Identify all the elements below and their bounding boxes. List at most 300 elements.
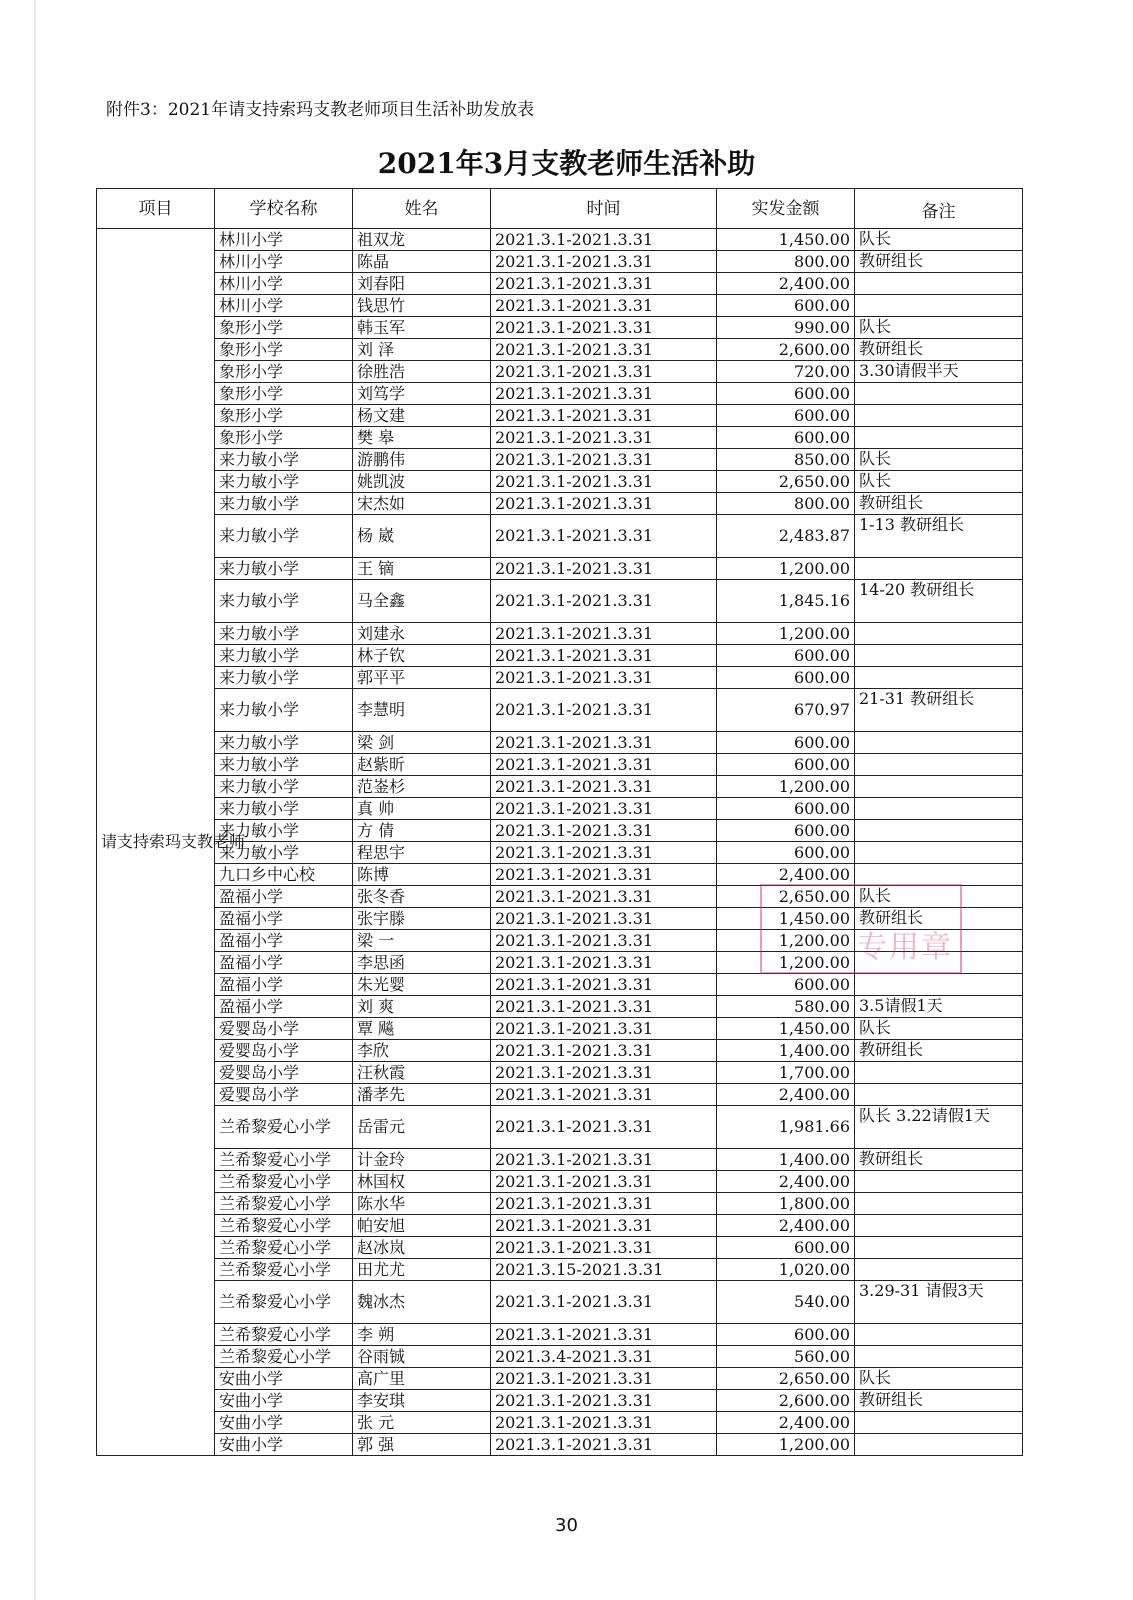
page-title: 2021年3月支教老师生活补助 bbox=[377, 147, 756, 180]
period-cell: 2021.3.1-2021.3.31 bbox=[491, 908, 717, 930]
period-cell: 2021.3.1-2021.3.31 bbox=[491, 1084, 717, 1106]
note-cell bbox=[855, 1193, 1023, 1215]
note-cell: 教研组长 bbox=[855, 1149, 1023, 1171]
official-seal bbox=[760, 884, 962, 974]
note-cell: 队长 bbox=[855, 1018, 1023, 1040]
school-cell: 林川小学 bbox=[215, 295, 353, 317]
amount-cell: 1,200.00 bbox=[717, 930, 855, 952]
table-row bbox=[97, 1040, 1023, 1062]
table-row bbox=[97, 1346, 1023, 1368]
period-cell: 2021.3.1-2021.3.31 bbox=[491, 405, 717, 427]
note-cell: 队长 bbox=[855, 471, 1023, 493]
amount-cell: 1,800.00 bbox=[717, 1193, 855, 1215]
school-cell: 兰希黎爱心小学 bbox=[215, 1149, 353, 1171]
period-cell: 2021.3.1-2021.3.31 bbox=[491, 1193, 717, 1215]
period-cell: 2021.3.1-2021.3.31 bbox=[491, 1412, 717, 1434]
period-cell: 2021.3.1-2021.3.31 bbox=[491, 229, 717, 251]
school-cell: 来力敏小学 bbox=[215, 515, 353, 558]
school-cell: 盈福小学 bbox=[215, 908, 353, 930]
name-cell: 李欣 bbox=[353, 1040, 491, 1062]
amount-cell: 600.00 bbox=[717, 842, 855, 864]
table-row bbox=[97, 1171, 1023, 1193]
period-cell: 2021.3.1-2021.3.31 bbox=[491, 1215, 717, 1237]
seal-text: 专用章 bbox=[857, 930, 953, 965]
name-cell: 梁 剑 bbox=[353, 732, 491, 754]
amount-cell: 1,450.00 bbox=[717, 1018, 855, 1040]
table-row bbox=[97, 361, 1023, 383]
school-cell: 来力敏小学 bbox=[215, 820, 353, 842]
note-cell bbox=[855, 1062, 1023, 1084]
note-cell bbox=[855, 1434, 1023, 1456]
page-number: 30 bbox=[555, 1515, 578, 1536]
amount-cell: 600.00 bbox=[717, 1237, 855, 1259]
note-cell bbox=[855, 974, 1023, 996]
school-cell: 象形小学 bbox=[215, 427, 353, 449]
name-cell: 郭 强 bbox=[353, 1434, 491, 1456]
note-cell: 教研组长 bbox=[855, 339, 1023, 361]
amount-cell: 2,400.00 bbox=[717, 1084, 855, 1106]
amount-cell: 600.00 bbox=[717, 974, 855, 996]
name-cell: 郭平平 bbox=[353, 667, 491, 689]
note-cell bbox=[855, 273, 1023, 295]
note-cell bbox=[855, 645, 1023, 667]
note-cell: 教研组长 bbox=[855, 1390, 1023, 1412]
school-cell: 盈福小学 bbox=[215, 952, 353, 974]
header-period: 时间 bbox=[491, 189, 717, 229]
name-cell: 张 元 bbox=[353, 1412, 491, 1434]
note-cell bbox=[855, 754, 1023, 776]
period-cell: 2021.3.1-2021.3.31 bbox=[491, 1171, 717, 1193]
table-row bbox=[97, 295, 1023, 317]
name-cell: 徐胜浩 bbox=[353, 361, 491, 383]
table-body bbox=[97, 229, 1023, 1456]
period-cell: 2021.3.1-2021.3.31 bbox=[491, 820, 717, 842]
name-cell: 张宇滕 bbox=[353, 908, 491, 930]
header-school: 学校名称 bbox=[215, 189, 353, 229]
header-name: 姓名 bbox=[353, 189, 491, 229]
period-cell: 2021.3.1-2021.3.31 bbox=[491, 645, 717, 667]
table-header-row bbox=[97, 189, 1023, 229]
note-cell: 教研组长 bbox=[855, 251, 1023, 273]
amount-cell: 600.00 bbox=[717, 798, 855, 820]
note-cell: 队长 bbox=[855, 886, 1023, 908]
name-cell: 岳雷元 bbox=[353, 1106, 491, 1149]
amount-cell: 560.00 bbox=[717, 1346, 855, 1368]
school-cell: 兰希黎爱心小学 bbox=[215, 1324, 353, 1346]
name-cell: 计金玲 bbox=[353, 1149, 491, 1171]
name-cell: 杨文建 bbox=[353, 405, 491, 427]
table-row bbox=[97, 776, 1023, 798]
table-row bbox=[97, 842, 1023, 864]
amount-cell: 1,200.00 bbox=[717, 776, 855, 798]
name-cell: 刘建永 bbox=[353, 623, 491, 645]
amount-cell: 1,200.00 bbox=[717, 1434, 855, 1456]
table-row bbox=[97, 493, 1023, 515]
name-cell: 宋杰如 bbox=[353, 493, 491, 515]
school-cell: 兰希黎爱心小学 bbox=[215, 1259, 353, 1281]
period-cell: 2021.3.1-2021.3.31 bbox=[491, 842, 717, 864]
school-cell: 盈福小学 bbox=[215, 974, 353, 996]
amount-cell: 600.00 bbox=[717, 427, 855, 449]
period-cell: 2021.3.1-2021.3.31 bbox=[491, 1368, 717, 1390]
period-cell: 2021.3.1-2021.3.31 bbox=[491, 996, 717, 1018]
amount-cell: 1,700.00 bbox=[717, 1062, 855, 1084]
school-cell: 来力敏小学 bbox=[215, 798, 353, 820]
amount-cell: 990.00 bbox=[717, 317, 855, 339]
name-cell: 范崟杉 bbox=[353, 776, 491, 798]
note-cell bbox=[855, 1324, 1023, 1346]
period-cell: 2021.3.1-2021.3.31 bbox=[491, 1324, 717, 1346]
amount-cell: 600.00 bbox=[717, 645, 855, 667]
table-row bbox=[97, 317, 1023, 339]
period-cell: 2021.3.1-2021.3.31 bbox=[491, 689, 717, 732]
amount-cell: 600.00 bbox=[717, 383, 855, 405]
table-row bbox=[97, 1237, 1023, 1259]
name-cell: 方 倩 bbox=[353, 820, 491, 842]
amount-cell: 850.00 bbox=[717, 449, 855, 471]
period-cell: 2021.3.1-2021.3.31 bbox=[491, 1149, 717, 1171]
note-cell: 队长 bbox=[855, 449, 1023, 471]
note-cell: 教研组长 bbox=[855, 493, 1023, 515]
table-row bbox=[97, 1018, 1023, 1040]
school-cell: 来力敏小学 bbox=[215, 667, 353, 689]
note-cell bbox=[855, 667, 1023, 689]
note-cell: 21-31 教研组长 bbox=[855, 689, 1023, 732]
amount-cell: 1,450.00 bbox=[717, 229, 855, 251]
school-cell: 象形小学 bbox=[215, 405, 353, 427]
note-cell: 队长 bbox=[855, 1368, 1023, 1390]
note-cell bbox=[855, 798, 1023, 820]
note-cell: 1-13 教研组长 bbox=[855, 515, 1023, 558]
amount-cell: 2,650.00 bbox=[717, 886, 855, 908]
name-cell: 梁 一 bbox=[353, 930, 491, 952]
amount-cell: 600.00 bbox=[717, 1324, 855, 1346]
school-cell: 兰希黎爱心小学 bbox=[215, 1106, 353, 1149]
note-cell bbox=[855, 842, 1023, 864]
school-cell: 林川小学 bbox=[215, 273, 353, 295]
name-cell: 韩玉军 bbox=[353, 317, 491, 339]
period-cell: 2021.3.1-2021.3.31 bbox=[491, 580, 717, 623]
school-cell: 安曲小学 bbox=[215, 1412, 353, 1434]
period-cell: 2021.3.1-2021.3.31 bbox=[491, 930, 717, 952]
period-cell: 2021.3.1-2021.3.31 bbox=[491, 776, 717, 798]
note-cell bbox=[855, 1346, 1023, 1368]
name-cell: 刘春阳 bbox=[353, 273, 491, 295]
period-cell: 2021.3.1-2021.3.31 bbox=[491, 1434, 717, 1456]
name-cell: 林子钦 bbox=[353, 645, 491, 667]
note-cell bbox=[855, 623, 1023, 645]
table-row bbox=[97, 1259, 1023, 1281]
header-amount: 实发金额 bbox=[717, 189, 855, 229]
amount-cell: 2,400.00 bbox=[717, 1412, 855, 1434]
amount-cell: 600.00 bbox=[717, 295, 855, 317]
school-cell: 来力敏小学 bbox=[215, 623, 353, 645]
note-cell bbox=[855, 427, 1023, 449]
table-row bbox=[97, 1149, 1023, 1171]
school-cell: 兰希黎爱心小学 bbox=[215, 1281, 353, 1324]
period-cell: 2021.3.1-2021.3.31 bbox=[491, 864, 717, 886]
amount-cell: 2,650.00 bbox=[717, 1368, 855, 1390]
period-cell: 2021.3.15-2021.3.31 bbox=[491, 1259, 717, 1281]
school-cell: 来力敏小学 bbox=[215, 449, 353, 471]
amount-cell: 1,845.16 bbox=[717, 580, 855, 623]
school-cell: 林川小学 bbox=[215, 229, 353, 251]
school-cell: 爱婴岛小学 bbox=[215, 1084, 353, 1106]
name-cell: 姚凯波 bbox=[353, 471, 491, 493]
name-cell: 游鹏伟 bbox=[353, 449, 491, 471]
period-cell: 2021.3.4-2021.3.31 bbox=[491, 1346, 717, 1368]
name-cell: 林国权 bbox=[353, 1171, 491, 1193]
table-row bbox=[97, 1281, 1023, 1324]
name-cell: 钱思竹 bbox=[353, 295, 491, 317]
school-cell: 盈福小学 bbox=[215, 996, 353, 1018]
school-cell: 来力敏小学 bbox=[215, 689, 353, 732]
amount-cell: 800.00 bbox=[717, 251, 855, 273]
table-row bbox=[97, 623, 1023, 645]
amount-cell: 600.00 bbox=[717, 754, 855, 776]
period-cell: 2021.3.1-2021.3.31 bbox=[491, 449, 717, 471]
name-cell: 李安琪 bbox=[353, 1390, 491, 1412]
name-cell: 祖双龙 bbox=[353, 229, 491, 251]
table-row bbox=[97, 515, 1023, 558]
amount-cell: 1,400.00 bbox=[717, 1040, 855, 1062]
amount-cell: 540.00 bbox=[717, 1281, 855, 1324]
name-cell: 真 帅 bbox=[353, 798, 491, 820]
name-cell: 汪秋霞 bbox=[353, 1062, 491, 1084]
note-cell bbox=[855, 1215, 1023, 1237]
note-cell: 3.30请假半天 bbox=[855, 361, 1023, 383]
table-row bbox=[97, 427, 1023, 449]
amount-cell: 2,400.00 bbox=[717, 1171, 855, 1193]
school-cell: 来力敏小学 bbox=[215, 580, 353, 623]
amount-cell: 2,600.00 bbox=[717, 1390, 855, 1412]
period-cell: 2021.3.1-2021.3.31 bbox=[491, 273, 717, 295]
note-cell bbox=[855, 776, 1023, 798]
table-row bbox=[97, 580, 1023, 623]
header-note: 备注 bbox=[855, 189, 1023, 229]
name-cell: 王 镝 bbox=[353, 558, 491, 580]
table-row bbox=[97, 1106, 1023, 1149]
name-cell: 程思宇 bbox=[353, 842, 491, 864]
amount-cell: 2,650.00 bbox=[717, 471, 855, 493]
table-row bbox=[97, 1324, 1023, 1346]
name-cell: 李慧明 bbox=[353, 689, 491, 732]
table-row bbox=[97, 974, 1023, 996]
school-cell: 来力敏小学 bbox=[215, 471, 353, 493]
school-cell: 象形小学 bbox=[215, 361, 353, 383]
school-cell: 盈福小学 bbox=[215, 886, 353, 908]
school-cell: 安曲小学 bbox=[215, 1368, 353, 1390]
amount-cell: 1,981.66 bbox=[717, 1106, 855, 1149]
table-row bbox=[97, 1368, 1023, 1390]
period-cell: 2021.3.1-2021.3.31 bbox=[491, 952, 717, 974]
period-cell: 2021.3.1-2021.3.31 bbox=[491, 339, 717, 361]
amount-cell: 800.00 bbox=[717, 493, 855, 515]
period-cell: 2021.3.1-2021.3.31 bbox=[491, 1281, 717, 1324]
amount-cell: 2,600.00 bbox=[717, 339, 855, 361]
amount-cell: 720.00 bbox=[717, 361, 855, 383]
school-cell: 来力敏小学 bbox=[215, 493, 353, 515]
school-cell: 爱婴岛小学 bbox=[215, 1040, 353, 1062]
table-row bbox=[97, 798, 1023, 820]
school-cell: 九口乡中心校 bbox=[215, 864, 353, 886]
school-cell: 盈福小学 bbox=[215, 930, 353, 952]
name-cell: 刘 泽 bbox=[353, 339, 491, 361]
name-cell: 陈晶 bbox=[353, 251, 491, 273]
table-row bbox=[97, 339, 1023, 361]
period-cell: 2021.3.1-2021.3.31 bbox=[491, 471, 717, 493]
note-cell bbox=[855, 295, 1023, 317]
amount-cell: 2,400.00 bbox=[717, 1215, 855, 1237]
period-cell: 2021.3.1-2021.3.31 bbox=[491, 558, 717, 580]
school-cell: 来力敏小学 bbox=[215, 558, 353, 580]
name-cell: 杨 崴 bbox=[353, 515, 491, 558]
name-cell: 朱光婴 bbox=[353, 974, 491, 996]
school-cell: 兰希黎爱心小学 bbox=[215, 1215, 353, 1237]
table-row bbox=[97, 1193, 1023, 1215]
amount-cell: 600.00 bbox=[717, 732, 855, 754]
note-cell bbox=[855, 405, 1023, 427]
table-row bbox=[97, 273, 1023, 295]
note-cell: 3.5请假1天 bbox=[855, 996, 1023, 1018]
table-row bbox=[97, 229, 1023, 251]
school-cell: 象形小学 bbox=[215, 339, 353, 361]
note-cell bbox=[855, 820, 1023, 842]
name-cell: 帕安旭 bbox=[353, 1215, 491, 1237]
name-cell: 田尤尤 bbox=[353, 1259, 491, 1281]
note-cell bbox=[855, 1259, 1023, 1281]
period-cell: 2021.3.1-2021.3.31 bbox=[491, 798, 717, 820]
table-row bbox=[97, 1412, 1023, 1434]
note-cell bbox=[855, 864, 1023, 886]
table-row bbox=[97, 864, 1023, 886]
subsidy-table bbox=[96, 188, 1023, 1456]
amount-cell: 1,450.00 bbox=[717, 908, 855, 930]
note-cell: 队长 bbox=[855, 317, 1023, 339]
name-cell: 赵紫昕 bbox=[353, 754, 491, 776]
school-cell: 安曲小学 bbox=[215, 1434, 353, 1456]
name-cell: 赵冰岚 bbox=[353, 1237, 491, 1259]
period-cell: 2021.3.1-2021.3.31 bbox=[491, 493, 717, 515]
table-row bbox=[97, 1434, 1023, 1456]
school-cell: 象形小学 bbox=[215, 317, 353, 339]
table-row bbox=[97, 449, 1023, 471]
period-cell: 2021.3.1-2021.3.31 bbox=[491, 667, 717, 689]
period-cell: 2021.3.1-2021.3.31 bbox=[491, 886, 717, 908]
period-cell: 2021.3.1-2021.3.31 bbox=[491, 1237, 717, 1259]
note-cell: 14-20 教研组长 bbox=[855, 580, 1023, 623]
period-cell: 2021.3.1-2021.3.31 bbox=[491, 1040, 717, 1062]
table-row bbox=[97, 996, 1023, 1018]
school-cell: 来力敏小学 bbox=[215, 754, 353, 776]
period-cell: 2021.3.1-2021.3.31 bbox=[491, 515, 717, 558]
header-project: 项目 bbox=[97, 189, 215, 229]
amount-cell: 580.00 bbox=[717, 996, 855, 1018]
name-cell: 魏冰杰 bbox=[353, 1281, 491, 1324]
school-cell: 爱婴岛小学 bbox=[215, 1018, 353, 1040]
note-cell bbox=[855, 1084, 1023, 1106]
period-cell: 2021.3.1-2021.3.31 bbox=[491, 1062, 717, 1084]
amount-cell: 2,483.87 bbox=[717, 515, 855, 558]
amount-cell: 1,200.00 bbox=[717, 952, 855, 974]
name-cell: 樊 皋 bbox=[353, 427, 491, 449]
period-cell: 2021.3.1-2021.3.31 bbox=[491, 361, 717, 383]
note-cell: 3.29-31 请假3天 bbox=[855, 1281, 1023, 1324]
school-cell: 安曲小学 bbox=[215, 1390, 353, 1412]
table-row bbox=[97, 471, 1023, 493]
note-cell bbox=[855, 1237, 1023, 1259]
school-cell: 象形小学 bbox=[215, 383, 353, 405]
school-cell: 来力敏小学 bbox=[215, 776, 353, 798]
project-cell: 请支持索玛支教老师 bbox=[97, 229, 215, 1456]
school-cell: 兰希黎爱心小学 bbox=[215, 1171, 353, 1193]
period-cell: 2021.3.1-2021.3.31 bbox=[491, 623, 717, 645]
scan-edge bbox=[34, 0, 36, 1600]
table-row bbox=[97, 754, 1023, 776]
name-cell: 陈水华 bbox=[353, 1193, 491, 1215]
amount-cell: 600.00 bbox=[717, 820, 855, 842]
table-row bbox=[97, 667, 1023, 689]
table-row bbox=[97, 558, 1023, 580]
school-cell: 兰希黎爱心小学 bbox=[215, 1237, 353, 1259]
period-cell: 2021.3.1-2021.3.31 bbox=[491, 1018, 717, 1040]
amount-cell: 2,400.00 bbox=[717, 273, 855, 295]
name-cell: 李思函 bbox=[353, 952, 491, 974]
table-row bbox=[97, 820, 1023, 842]
school-cell: 来力敏小学 bbox=[215, 732, 353, 754]
school-cell: 爱婴岛小学 bbox=[215, 1062, 353, 1084]
name-cell: 覃 飚 bbox=[353, 1018, 491, 1040]
period-cell: 2021.3.1-2021.3.31 bbox=[491, 295, 717, 317]
period-cell: 2021.3.1-2021.3.31 bbox=[491, 1106, 717, 1149]
name-cell: 高广里 bbox=[353, 1368, 491, 1390]
note-cell bbox=[855, 383, 1023, 405]
table-row bbox=[97, 689, 1023, 732]
name-cell: 马全鑫 bbox=[353, 580, 491, 623]
amount-cell: 1,400.00 bbox=[717, 1149, 855, 1171]
period-cell: 2021.3.1-2021.3.31 bbox=[491, 427, 717, 449]
amount-cell: 1,020.00 bbox=[717, 1259, 855, 1281]
note-cell: 队长 bbox=[855, 229, 1023, 251]
table-row bbox=[97, 1084, 1023, 1106]
table-row bbox=[97, 1062, 1023, 1084]
attachment-label: 附件3：2021年请支持索玛支教老师项目生活补助发放表 bbox=[106, 100, 535, 120]
table-row bbox=[97, 1215, 1023, 1237]
note-cell: 队长 3.22请假1天 bbox=[855, 1106, 1023, 1149]
amount-cell: 600.00 bbox=[717, 405, 855, 427]
note-cell bbox=[855, 732, 1023, 754]
note-cell bbox=[855, 1171, 1023, 1193]
name-cell: 潘孝先 bbox=[353, 1084, 491, 1106]
name-cell: 谷雨铖 bbox=[353, 1346, 491, 1368]
amount-cell: 670.97 bbox=[717, 689, 855, 732]
period-cell: 2021.3.1-2021.3.31 bbox=[491, 251, 717, 273]
period-cell: 2021.3.1-2021.3.31 bbox=[491, 974, 717, 996]
amount-cell: 2,400.00 bbox=[717, 864, 855, 886]
period-cell: 2021.3.1-2021.3.31 bbox=[491, 754, 717, 776]
period-cell: 2021.3.1-2021.3.31 bbox=[491, 732, 717, 754]
table-row bbox=[97, 251, 1023, 273]
amount-cell: 600.00 bbox=[717, 667, 855, 689]
name-cell: 刘 爽 bbox=[353, 996, 491, 1018]
table-row bbox=[97, 383, 1023, 405]
period-cell: 2021.3.1-2021.3.31 bbox=[491, 1390, 717, 1412]
school-cell: 来力敏小学 bbox=[215, 645, 353, 667]
name-cell: 刘笃学 bbox=[353, 383, 491, 405]
name-cell: 陈博 bbox=[353, 864, 491, 886]
note-cell: 教研组长 bbox=[855, 908, 1023, 930]
amount-cell: 1,200.00 bbox=[717, 623, 855, 645]
